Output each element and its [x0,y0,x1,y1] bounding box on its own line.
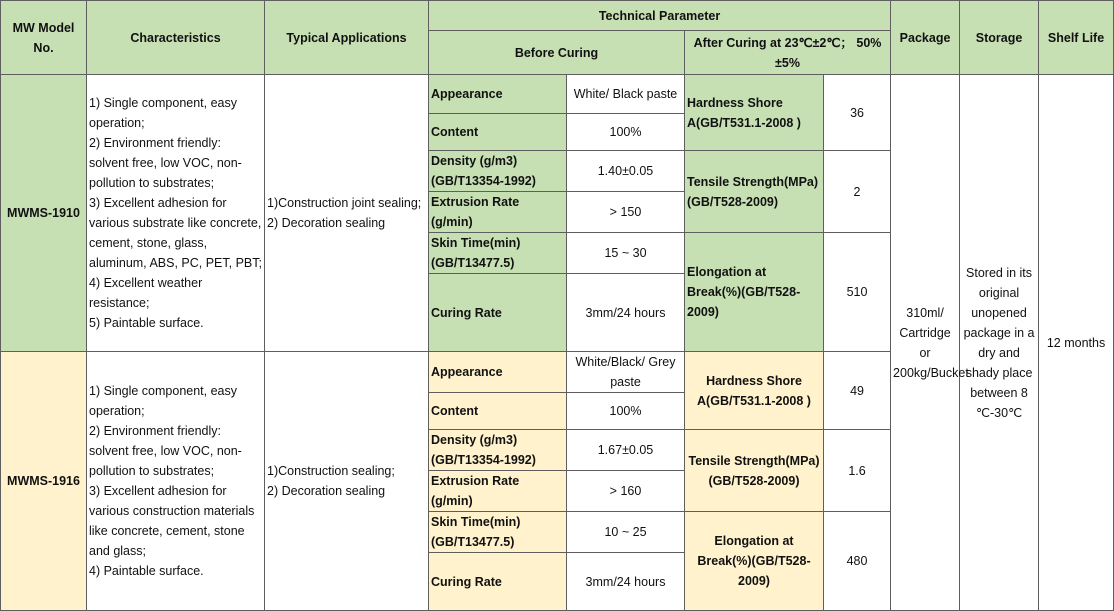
after-label: Tensile Strength(MPa)(GB/T528-2009) [685,430,824,512]
header-technical-parameter: Technical Parameter [429,1,891,31]
after-value: 510 [824,233,891,352]
param-value: 100% [567,114,685,151]
param-label: Curing Rate [429,274,567,352]
application-item: 2) Decoration sealing [267,484,386,498]
characteristic-item: 4) Excellent weather resistance; [89,276,203,310]
after-label: Tensile Strength(MPa)(GB/T528-2009) [685,151,824,233]
param-label: Appearance [429,352,567,393]
param-value: 15 ~ 30 [567,233,685,274]
characteristic-item: 1) Single component, easy operation; [89,96,238,130]
product-applications [265,75,429,352]
after-value: 49 [824,352,891,430]
header-model: MW Model No. [1,1,87,75]
param-label: Skin Time(min)(GB/T13477.5) [429,512,567,553]
param-value: 3mm/24 hours [567,274,685,352]
after-label: Hardness Shore A(GB/T531.1-2008 ) [685,352,824,430]
param-value: > 160 [567,471,685,512]
after-value: 1.6 [824,430,891,512]
characteristic-item: 4) Paintable surface. [89,564,204,578]
application-item: 1)Construction sealing; [267,464,395,478]
characteristic-item: 1) Single component, easy operation; [89,384,238,418]
param-label: Extrusion Rate (g/min) [429,471,567,512]
param-label: Extrusion Rate (g/min) [429,192,567,233]
param-label: Density (g/m3)(GB/T13354-1992) [429,430,567,471]
after-value: 36 [824,75,891,151]
header-shelf-life: Shelf Life [1039,1,1114,75]
param-label: Appearance [429,75,567,114]
characteristic-item: 2) Environment friendly: solvent free, low VOC, non-pollution to substrates; [89,424,242,478]
header-package: Package [891,1,960,75]
param-value: White/ Black paste [567,75,685,114]
characteristic-item: 5) Paintable surface. [89,316,204,330]
header-after-curing: After Curing at 23℃±2℃； 50%±5% [685,31,891,75]
param-label: Skin Time(min)(GB/T13477.5) [429,233,567,274]
param-value: 1.67±0.05 [567,430,685,471]
shelf-life-cell: 12 months [1039,75,1114,611]
characteristic-item: 2) Environment friendly: solvent free, low VOC, non-pollution to substrates; [89,136,242,190]
after-value: 2 [824,151,891,233]
param-label: Content [429,114,567,151]
product-model: MWMS-1910 [1,75,87,352]
product-applications [265,352,429,611]
product-characteristics [87,352,265,611]
product-characteristics [87,75,265,352]
after-label: Hardness Shore A(GB/T531.1-2008 ) [685,75,824,151]
header-characteristics: Characteristics [87,1,265,75]
package-cell: 310ml/ Cartridge or 200kg/Bucket [891,75,960,611]
header-storage: Storage [960,1,1039,75]
application-item: 1)Construction joint sealing; [267,196,422,210]
characteristic-item: 3) Excellent adhesion for various substrate like concrete, cement, stone, glass, aluminum, ABS, PC, PET, PBT; [89,196,262,270]
characteristic-item: 3) Excellent adhesion for various construction materials like concrete, cement, stone and glass; [89,484,255,558]
param-value: 1.40±0.05 [567,151,685,192]
param-value: 3mm/24 hours [567,553,685,611]
param-label: Curing Rate [429,553,567,611]
storage-cell: Stored in its original unopened package in a dry and shady place between 8 ℃-30℃ [960,75,1039,611]
param-value: 10 ~ 25 [567,512,685,553]
header-applications: Typical Applications [265,1,429,75]
product-model: MWMS-1916 [1,352,87,611]
after-value: 480 [824,512,891,611]
param-value: 100% [567,393,685,430]
application-item: 2) Decoration sealing [267,216,386,230]
after-label: Elongation at Break(%)(GB/T528-2009) [685,512,824,611]
header-before-curing: Before Curing [429,31,685,75]
param-value: White/Black/ Grey paste [567,352,685,393]
param-value: > 150 [567,192,685,233]
param-label: Content [429,393,567,430]
after-label: Elongation at Break(%)(GB/T528-2009) [685,233,824,352]
param-label: Density (g/m3)(GB/T13354-1992) [429,151,567,192]
